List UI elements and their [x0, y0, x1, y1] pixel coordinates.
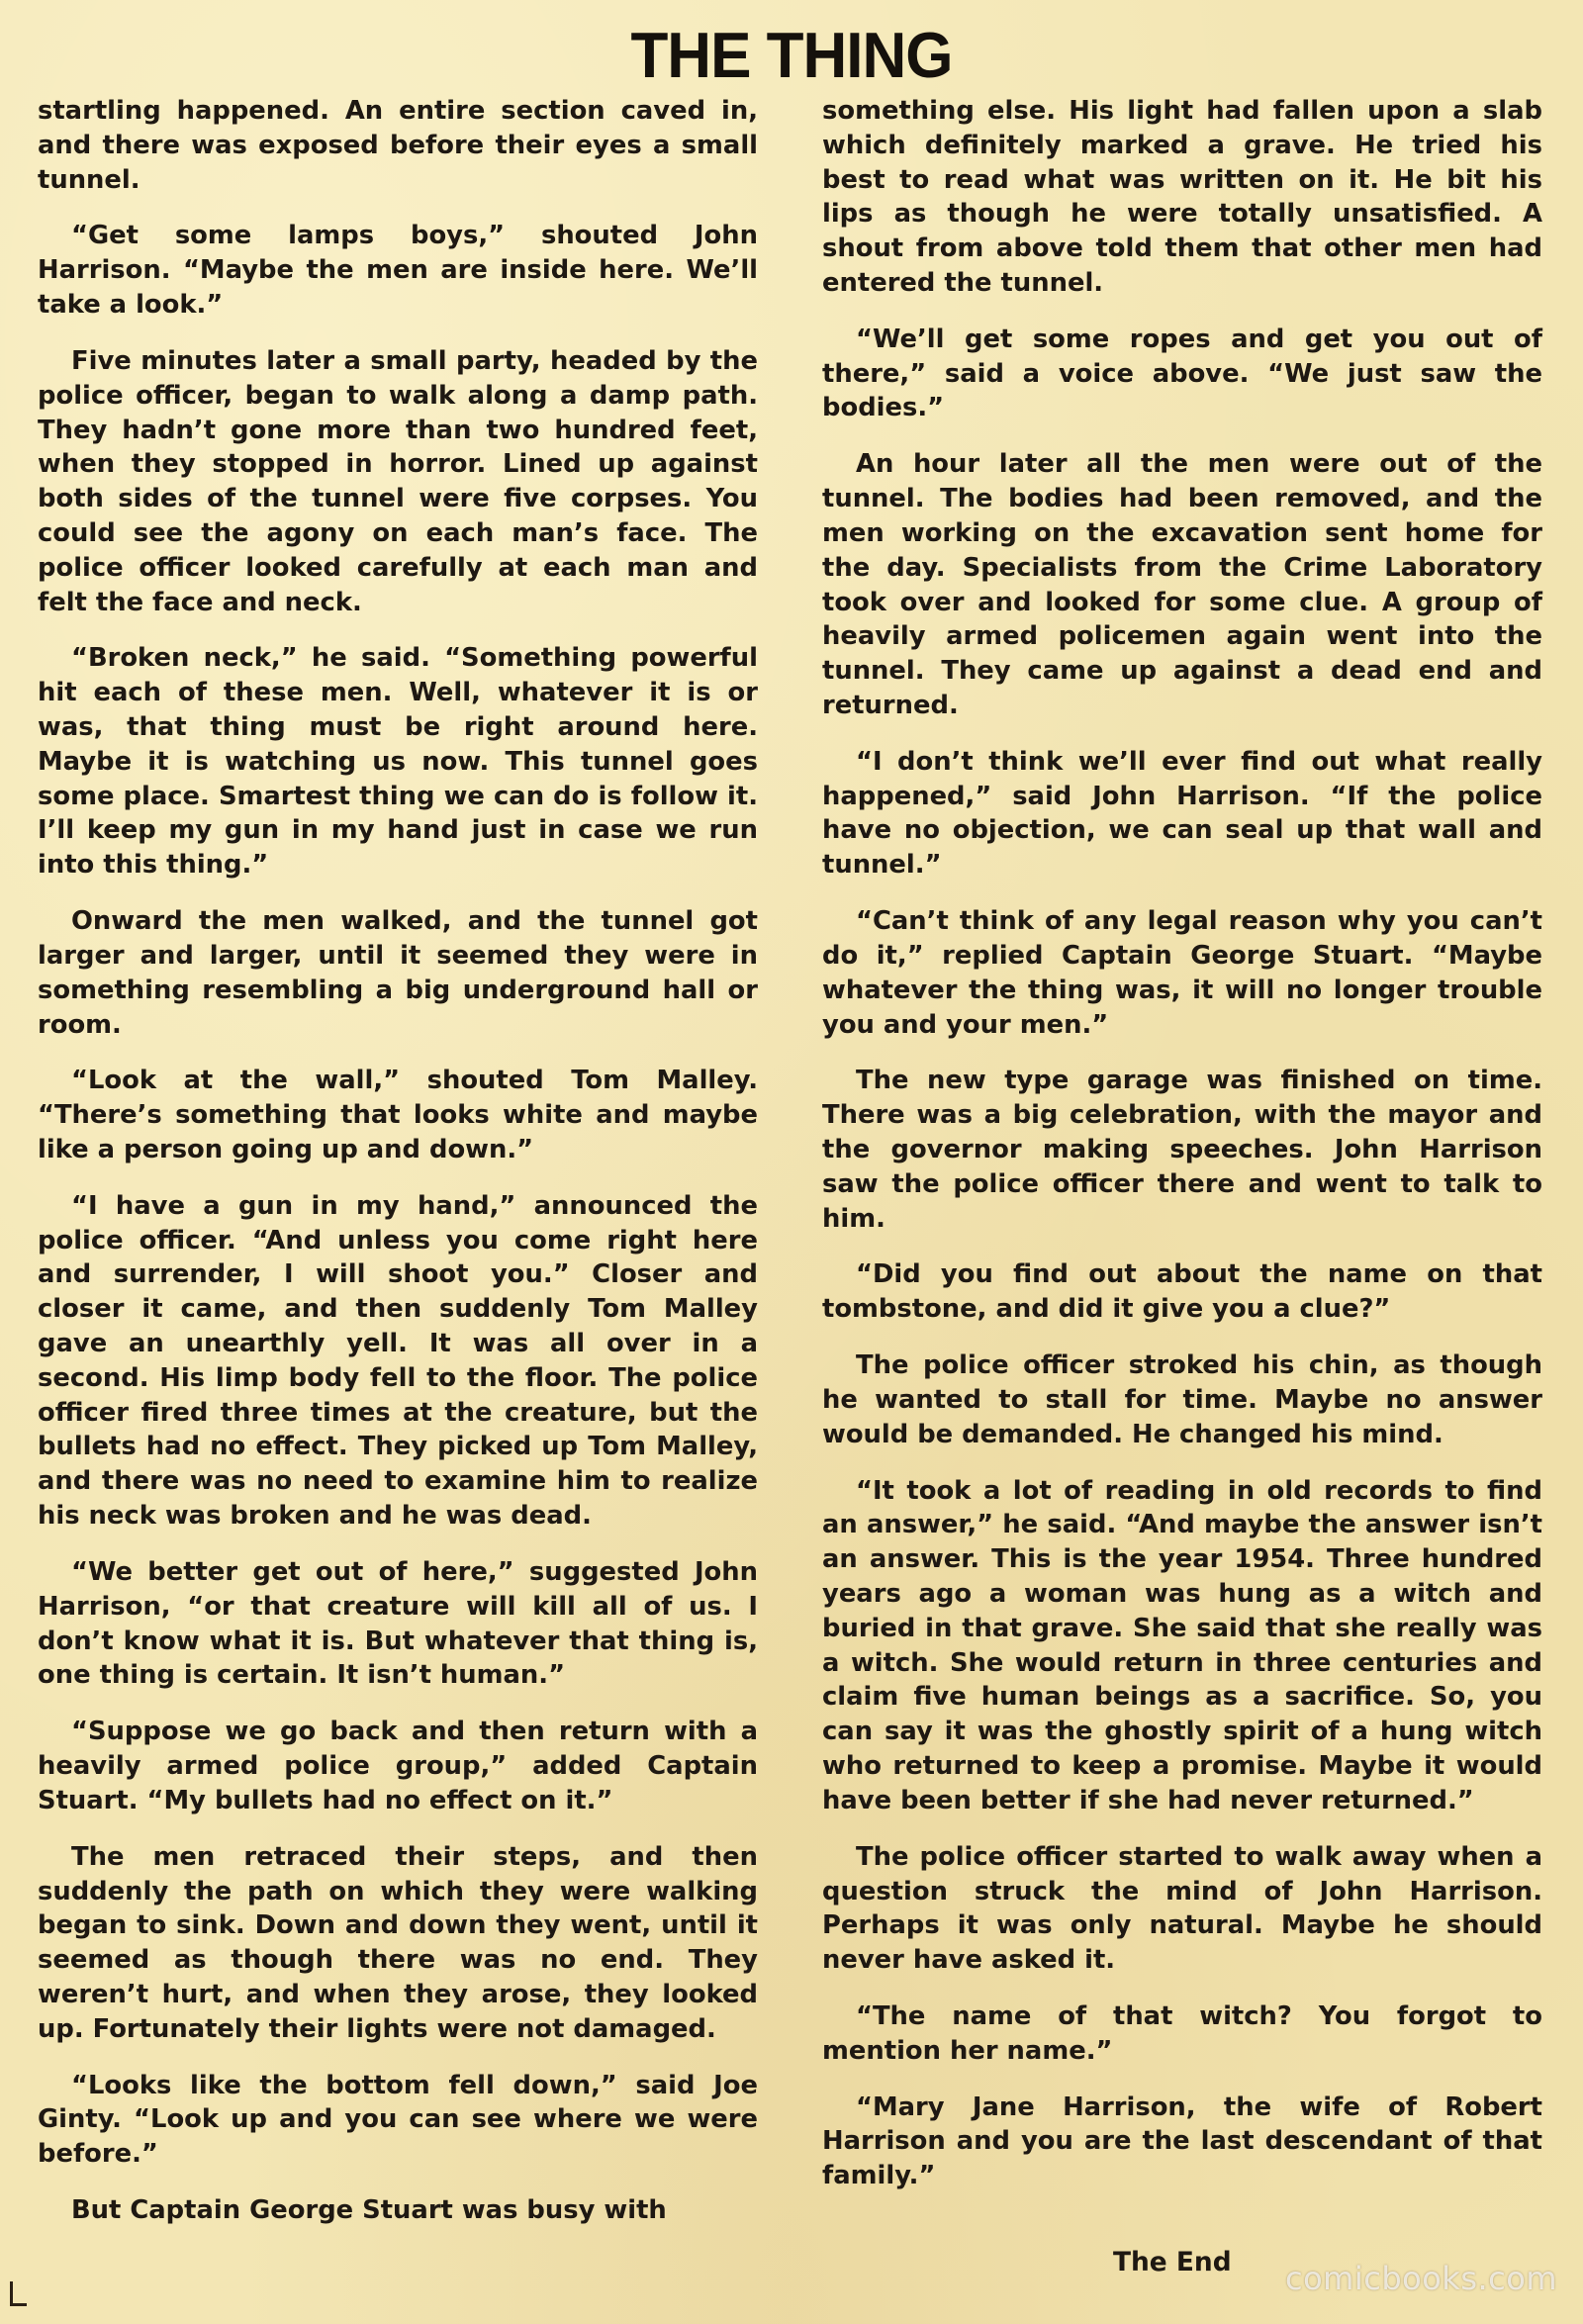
paragraph: “The name of that witch? You forgot to mention her name.” [822, 2000, 1542, 2066]
paragraph: “Can’t think of any legal reason why you can’t do it,” replied Captain George Stuart. “Maybe whatever the thing was, it will no longer trouble you and your men.” [822, 906, 1542, 1040]
right-column [822, 94, 1542, 2193]
paragraph: “Suppose we go back and then return with a heavily armed police group,” added Captain Stuart. “My bullets had no effect on it.” [38, 1717, 758, 1815]
page-title: THE THING [630, 20, 953, 92]
paragraph: The police officer stroked his chin, as though he wanted to stall for time. Maybe no answer would be demanded. He changed his mind. [822, 1350, 1542, 1449]
paragraph: “I don’t think we’ll ever find out what really happened,” said John Harrison. “If the police have no objection, we can seal up that wall and tunnel.” [822, 746, 1542, 881]
watermark: comicbooks.com [1284, 2260, 1557, 2297]
paragraph: “Look at the wall,” shouted Tom Malley. “There’s something that looks white and maybe like a person going up and down.” [38, 1066, 758, 1164]
paragraph: “Broken neck,” he said. “Something powerful hit each of these men. Well, whatever it is or was, that thing must be right around here. Maybe it is watching us now. This tunnel goes some place. Smartest thing we can do is follow it. I’ll keep my gun in my hand just in case we run into this thing.” [38, 643, 758, 881]
paragraph: Five minutes later a small party, headed by the police officer, began to walk along a damp path. They hadn’t gone more than two hundred feet, when they stopped in horror. Lined up against both sides of the tunnel were five corpses. You could see the agony on each man’s face. The police officer looked carefully at each man and felt the face and neck. [38, 345, 758, 617]
paragraph: something else. His light had fallen upon a slab which definitely marked a grave. He tried his best to read what was written on it. He bit his lips as though he were totally unsatisfied. A shout from above told them that other men had entered the tunnel. [822, 96, 1542, 298]
paragraph: An hour later all the men were out of the tunnel. The bodies had been removed, and the men working on the excavation sent home for the day. Specialists from the Crime Laboratory took over and looked for some clue. A group of heavily armed policemen again went into the tunnel. They came up against a dead end and returned. [822, 449, 1542, 720]
paragraph: “We better get out of here,” suggested John Harrison, “or that creature will kill all of us. I don’t know what it is. But whatever that thing is, one thing is certain. It isn’t human.” [38, 1556, 758, 1691]
paragraph: “Get some lamps boys,” shouted John Harrison. “Maybe the men are inside here. We’ll take a look.” [38, 221, 758, 321]
paragraph: “We’ll get some ropes and get you out of there,” said a voice above. “We just saw the bodies.” [822, 324, 1542, 423]
paragraph: The police officer started to walk away when a question struck the mind of John Harrison. Perhaps it was only natural. Maybe he should never have asked it. [822, 1841, 1542, 1976]
paragraph: Onward the men walked, and the tunnel got larger and larger, until it seemed they were in something resembling a big underground hall or room. [38, 906, 758, 1040]
paragraph: “Mary Jane Harrison, the wife of Robert Harrison and you are the last descendant of that family.” [822, 2092, 1542, 2191]
end-label: The End [1113, 2247, 1232, 2278]
paragraph: “Did you find out about the name on that tombstone, and did it give you a clue?” [822, 1259, 1542, 1325]
paragraph: The men retraced their steps, and then suddenly the path on which they were walking began to sink. Down and down they went, until it seemed as though there was no end. They weren’t hurt, and when they arose, they looked up. Fortunately their lights were not damaged. [38, 1841, 758, 2044]
paragraph: But Captain George Stuart was busy with [71, 2195, 667, 2226]
paragraph: “It took a lot of reading in old records to find an answer,” he said. “And maybe the answer isn’t an answer. This is the year 1954. Three hundred years ago a woman was hung as a witch and buried in that grave. She said that she really was a witch. She would return in three centuries and claim five human beings as a sacrifice. So, you can say it was the ghostly spirit of a hung witch who returned to keep a promise. Maybe it would have been better if she had never returned.” [822, 1475, 1542, 1815]
left-column [38, 94, 758, 2228]
paragraph: “I have a gun in my hand,” announced the police officer. “And unless you come right here and surrender, I will shoot you.” Closer and closer it came, and then suddenly Tom Malley gave an unearthly yell. It was all over in a second. His limp body fell to the floor. The police officer fired three times at the creature, but the bullets had no effect. They picked up Tom Malley, and there was no need to examine him to realize his neck was broken and he was dead. [38, 1190, 758, 1532]
paragraph: “Looks like the bottom fell down,” said Joe Ginty. “Look up and you can see where we were before.” [38, 2070, 758, 2170]
paragraph: The new type garage was finished on time. There was a big celebration, with the mayor and the governor making speeches. John Harrison saw the police officer there and went to talk to him. [822, 1066, 1542, 1234]
paragraph: startling happened. An entire section caved in, and there was exposed before their eyes a small tunnel. [38, 96, 758, 195]
corner-mark-icon [10, 2281, 27, 2306]
